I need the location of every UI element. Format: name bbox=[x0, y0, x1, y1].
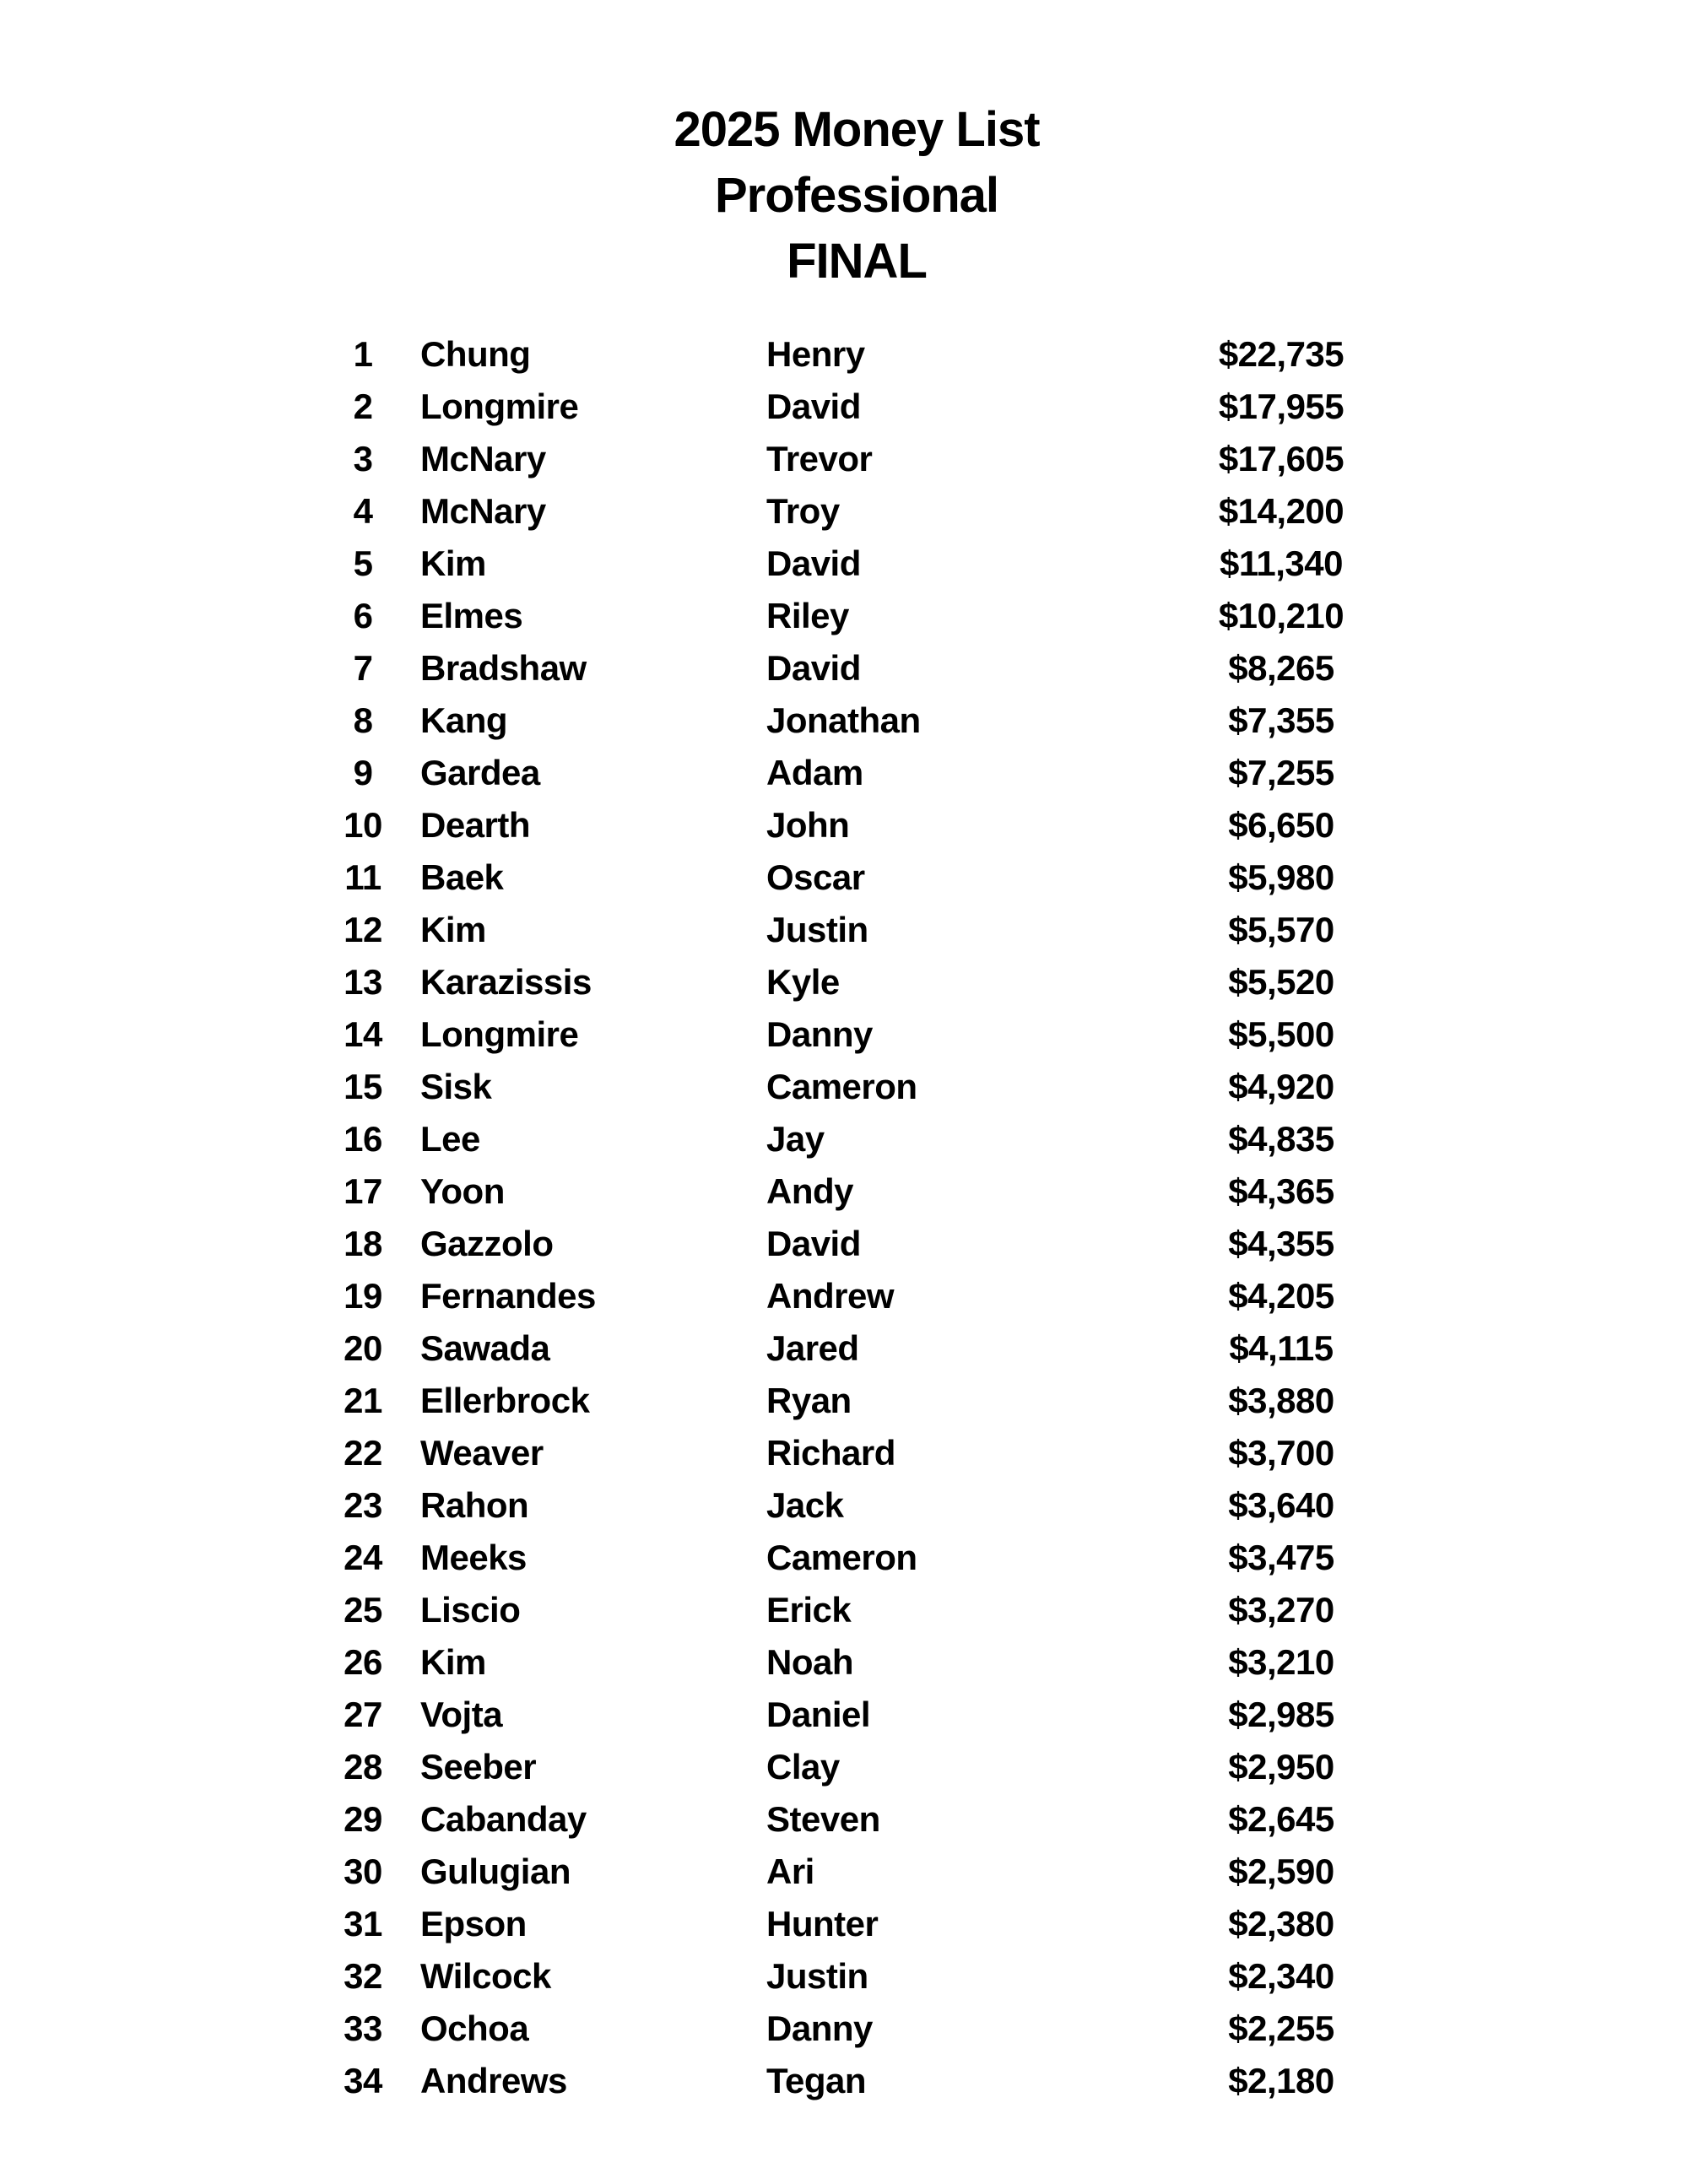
first-name-cell: Noah bbox=[766, 1642, 853, 1682]
rank-cell: 14 bbox=[344, 1014, 382, 1054]
last-name-cell: Wilcock bbox=[420, 1956, 551, 1996]
money-list-row bbox=[0, 1898, 1688, 1950]
last-name-cell: Meeks bbox=[420, 1538, 527, 1577]
money-list-row bbox=[0, 1741, 1688, 1793]
first-name-cell: David bbox=[766, 543, 861, 583]
money-list-row bbox=[0, 1375, 1688, 1427]
money-list-row bbox=[0, 590, 1688, 642]
money-list-row bbox=[0, 328, 1688, 381]
amount-cell: $5,520 bbox=[1228, 962, 1334, 1002]
amount-cell: $4,205 bbox=[1228, 1276, 1334, 1316]
rank-cell: 17 bbox=[344, 1171, 382, 1211]
amount-cell: $5,980 bbox=[1228, 857, 1334, 897]
last-name-cell: Lee bbox=[420, 1119, 480, 1159]
amount-cell: $2,985 bbox=[1228, 1695, 1334, 1734]
money-list-row bbox=[0, 485, 1688, 538]
first-name-cell: Clay bbox=[766, 1747, 840, 1787]
first-name-cell: David bbox=[766, 648, 861, 688]
rank-cell: 19 bbox=[344, 1276, 382, 1316]
amount-cell: $8,265 bbox=[1228, 648, 1334, 688]
last-name-cell: McNary bbox=[420, 439, 546, 478]
money-list-row bbox=[0, 1950, 1688, 2003]
last-name-cell: Karazissis bbox=[420, 962, 592, 1002]
money-list-row bbox=[0, 1636, 1688, 1689]
first-name-cell: Erick bbox=[766, 1590, 852, 1630]
last-name-cell: Ellerbrock bbox=[420, 1381, 590, 1420]
amount-cell: $6,650 bbox=[1228, 805, 1334, 845]
rank-cell: 3 bbox=[353, 439, 373, 478]
amount-cell: $7,355 bbox=[1228, 700, 1334, 740]
rank-cell: 4 bbox=[353, 491, 373, 531]
first-name-cell: David bbox=[766, 1224, 861, 1263]
first-name-cell: Adam bbox=[766, 753, 863, 792]
first-name-cell: Ari bbox=[766, 1852, 814, 1891]
first-name-cell: Tegan bbox=[766, 2061, 867, 2100]
last-name-cell: Vojta bbox=[420, 1695, 503, 1734]
rank-cell: 15 bbox=[344, 1067, 382, 1106]
money-list-row bbox=[0, 1270, 1688, 1322]
first-name-cell: Justin bbox=[766, 910, 868, 949]
first-name-cell: Henry bbox=[766, 334, 865, 374]
last-name-cell: Sisk bbox=[420, 1067, 492, 1106]
amount-cell: $10,210 bbox=[1218, 596, 1344, 635]
money-list-row bbox=[0, 433, 1688, 485]
amount-cell: $2,255 bbox=[1228, 2008, 1334, 2048]
money-list-row bbox=[0, 2003, 1688, 2055]
rank-cell: 29 bbox=[344, 1799, 382, 1839]
last-name-cell: Liscio bbox=[420, 1590, 521, 1630]
last-name-cell: Dearth bbox=[420, 805, 531, 845]
rank-cell: 27 bbox=[344, 1695, 382, 1734]
last-name-cell: McNary bbox=[420, 491, 546, 531]
first-name-cell: Troy bbox=[766, 491, 840, 531]
money-list-row bbox=[0, 799, 1688, 851]
money-list-row bbox=[0, 1322, 1688, 1375]
money-list-row bbox=[0, 1532, 1688, 1584]
last-name-cell: Kim bbox=[420, 910, 486, 949]
amount-cell: $4,920 bbox=[1228, 1067, 1334, 1106]
first-name-cell: Jack bbox=[766, 1485, 844, 1525]
rank-cell: 18 bbox=[344, 1224, 382, 1263]
rank-cell: 7 bbox=[353, 648, 373, 688]
money-list-row bbox=[0, 1427, 1688, 1479]
rank-cell: 20 bbox=[344, 1328, 382, 1368]
last-name-cell: Weaver bbox=[420, 1433, 544, 1473]
rank-cell: 11 bbox=[344, 857, 381, 897]
rank-cell: 24 bbox=[344, 1538, 382, 1577]
last-name-cell: Gardea bbox=[420, 753, 540, 792]
first-name-cell: Kyle bbox=[766, 962, 840, 1002]
first-name-cell: Andrew bbox=[766, 1276, 895, 1316]
rank-cell: 28 bbox=[344, 1747, 382, 1787]
amount-cell: $3,880 bbox=[1228, 1381, 1334, 1420]
money-list-row bbox=[0, 1584, 1688, 1636]
amount-cell: $17,955 bbox=[1218, 387, 1344, 426]
first-name-cell: Riley bbox=[766, 596, 849, 635]
first-name-cell: Danny bbox=[766, 1014, 873, 1054]
rank-cell: 6 bbox=[353, 596, 373, 635]
last-name-cell: Cabanday bbox=[420, 1799, 587, 1839]
first-name-cell: Trevor bbox=[766, 439, 873, 478]
amount-cell: $4,835 bbox=[1228, 1119, 1334, 1159]
rank-cell: 10 bbox=[344, 805, 382, 845]
money-list-row bbox=[0, 2055, 1688, 2107]
last-name-cell: Elmes bbox=[420, 596, 523, 635]
money-list-row bbox=[0, 1479, 1688, 1532]
title-line-division: Professional bbox=[714, 168, 999, 223]
amount-cell: $3,475 bbox=[1228, 1538, 1334, 1577]
money-list-row bbox=[0, 381, 1688, 433]
rank-cell: 2 bbox=[353, 387, 373, 426]
amount-cell: $2,645 bbox=[1228, 1799, 1334, 1839]
first-name-cell: Justin bbox=[766, 1956, 868, 1996]
money-list-row bbox=[0, 1008, 1688, 1061]
rank-cell: 26 bbox=[344, 1642, 382, 1682]
money-list-row bbox=[0, 1846, 1688, 1898]
first-name-cell: Cameron bbox=[766, 1067, 917, 1106]
rank-cell: 25 bbox=[344, 1590, 382, 1630]
last-name-cell: Andrews bbox=[420, 2061, 567, 2100]
last-name-cell: Gazzolo bbox=[420, 1224, 554, 1263]
rank-cell: 5 bbox=[353, 543, 373, 583]
amount-cell: $2,340 bbox=[1228, 1956, 1334, 1996]
first-name-cell: David bbox=[766, 387, 861, 426]
amount-cell: $4,365 bbox=[1228, 1171, 1334, 1211]
rank-cell: 22 bbox=[344, 1433, 382, 1473]
money-list-row bbox=[0, 695, 1688, 747]
money-list-row bbox=[0, 1061, 1688, 1113]
title-line-status: FINAL bbox=[787, 234, 927, 289]
first-name-cell: Richard bbox=[766, 1433, 895, 1473]
amount-cell: $2,590 bbox=[1228, 1852, 1334, 1891]
last-name-cell: Epson bbox=[420, 1904, 527, 1943]
amount-cell: $5,500 bbox=[1228, 1014, 1334, 1054]
money-list-row bbox=[0, 1793, 1688, 1846]
first-name-cell: Hunter bbox=[766, 1904, 879, 1943]
amount-cell: $22,735 bbox=[1218, 334, 1344, 374]
rank-cell: 33 bbox=[344, 2008, 382, 2048]
amount-cell: $4,115 bbox=[1229, 1328, 1334, 1368]
rank-cell: 16 bbox=[344, 1119, 382, 1159]
money-list-row bbox=[0, 642, 1688, 695]
first-name-cell: Jared bbox=[766, 1328, 859, 1368]
money-list-row bbox=[0, 1165, 1688, 1218]
last-name-cell: Fernandes bbox=[420, 1276, 596, 1316]
title-line-year-money-list: 2025 Money List bbox=[674, 102, 1040, 157]
amount-cell: $3,700 bbox=[1228, 1433, 1334, 1473]
first-name-cell: Danny bbox=[766, 2008, 873, 2048]
amount-cell: $2,180 bbox=[1228, 2061, 1334, 2100]
amount-cell: $5,570 bbox=[1228, 910, 1334, 949]
last-name-cell: Gulugian bbox=[420, 1852, 571, 1891]
last-name-cell: Ochoa bbox=[420, 2008, 529, 2048]
last-name-cell: Kim bbox=[420, 543, 486, 583]
first-name-cell: Jay bbox=[766, 1119, 825, 1159]
last-name-cell: Kim bbox=[420, 1642, 486, 1682]
last-name-cell: Sawada bbox=[420, 1328, 550, 1368]
last-name-cell: Kang bbox=[420, 700, 507, 740]
amount-cell: $3,640 bbox=[1228, 1485, 1334, 1525]
rank-cell: 23 bbox=[344, 1485, 382, 1525]
rank-cell: 9 bbox=[353, 753, 373, 792]
first-name-cell: Andy bbox=[766, 1171, 853, 1211]
first-name-cell: John bbox=[766, 805, 850, 845]
amount-cell: $4,355 bbox=[1228, 1224, 1334, 1263]
rank-cell: 13 bbox=[344, 962, 382, 1002]
first-name-cell: Jonathan bbox=[766, 700, 921, 740]
money-list-row bbox=[0, 1113, 1688, 1165]
first-name-cell: Oscar bbox=[766, 857, 865, 897]
money-list-row bbox=[0, 1218, 1688, 1270]
first-name-cell: Steven bbox=[766, 1799, 880, 1839]
amount-cell: $2,950 bbox=[1228, 1747, 1334, 1787]
money-list-row bbox=[0, 747, 1688, 799]
amount-cell: $17,605 bbox=[1218, 439, 1344, 478]
money-list-row bbox=[0, 956, 1688, 1008]
rank-cell: 1 bbox=[353, 334, 373, 374]
rank-cell: 32 bbox=[344, 1956, 382, 1996]
amount-cell: $3,270 bbox=[1228, 1590, 1334, 1630]
amount-cell: $7,255 bbox=[1228, 753, 1334, 792]
rank-cell: 31 bbox=[344, 1904, 382, 1943]
first-name-cell: Cameron bbox=[766, 1538, 917, 1577]
money-list-row bbox=[0, 538, 1688, 590]
rank-cell: 12 bbox=[344, 910, 382, 949]
last-name-cell: Longmire bbox=[420, 1014, 579, 1054]
rank-cell: 30 bbox=[344, 1852, 382, 1891]
document-title-block bbox=[25, 97, 1688, 295]
last-name-cell: Bradshaw bbox=[420, 648, 587, 688]
last-name-cell: Yoon bbox=[420, 1171, 505, 1211]
amount-cell: $11,340 bbox=[1219, 543, 1343, 583]
money-list-row bbox=[0, 851, 1688, 904]
rank-cell: 21 bbox=[344, 1381, 382, 1420]
money-list-row bbox=[0, 1689, 1688, 1741]
last-name-cell: Chung bbox=[420, 334, 531, 374]
rank-cell: 8 bbox=[353, 700, 373, 740]
last-name-cell: Seeber bbox=[420, 1747, 537, 1787]
amount-cell: $3,210 bbox=[1228, 1642, 1334, 1682]
amount-cell: $14,200 bbox=[1218, 491, 1344, 531]
rank-cell: 34 bbox=[344, 2061, 382, 2100]
first-name-cell: Ryan bbox=[766, 1381, 852, 1420]
first-name-cell: Daniel bbox=[766, 1695, 871, 1734]
money-list bbox=[0, 328, 1688, 2107]
last-name-cell: Longmire bbox=[420, 387, 579, 426]
last-name-cell: Baek bbox=[420, 857, 504, 897]
money-list-row bbox=[0, 904, 1688, 956]
amount-cell: $2,380 bbox=[1228, 1904, 1334, 1943]
last-name-cell: Rahon bbox=[420, 1485, 529, 1525]
